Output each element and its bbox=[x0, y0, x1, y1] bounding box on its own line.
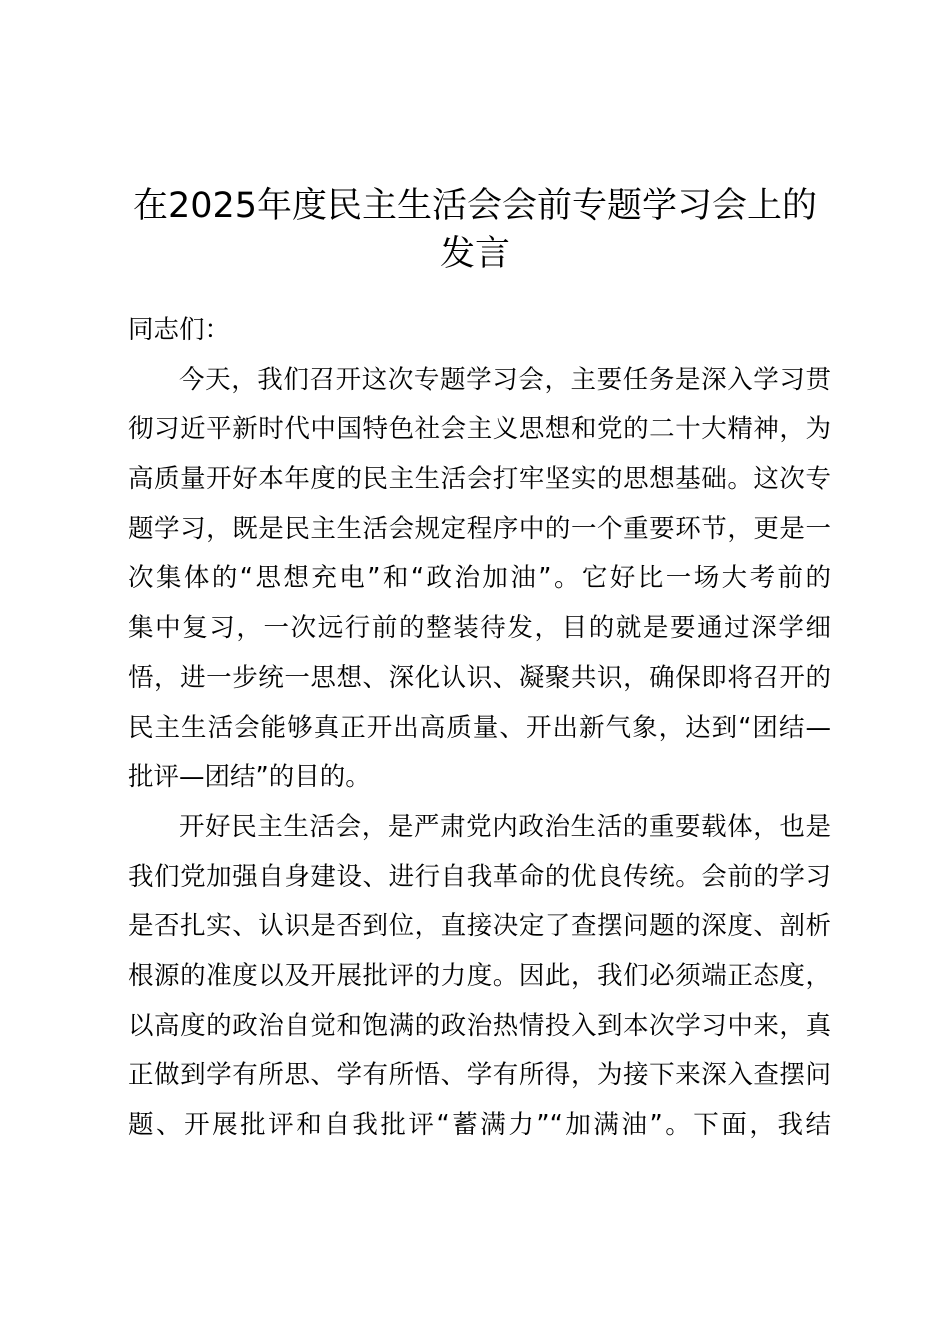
text-line: 以高度的政治自觉和饱满的政治热情投入到本次学习中来，真 bbox=[128, 1010, 831, 1041]
text-line: 悟，进一步统一思想、深化认识、凝聚共识，确保即将召开的 bbox=[128, 662, 831, 693]
document-body bbox=[128, 306, 831, 1151]
text-line: 开好民主生活会，是严肃党内政治生活的重要载体，也是 bbox=[179, 811, 831, 842]
text-line: 高质量开好本年度的民主生活会打牢坚实的思想基础。这次专 bbox=[128, 464, 831, 495]
text-line: 我们党加强自身建设、进行自我革命的优良传统。会前的学习 bbox=[128, 861, 831, 892]
salutation: 同志们： bbox=[128, 315, 231, 345]
text-line: 民主生活会能够真正开出高质量、开出新气象，达到“团结— bbox=[128, 712, 831, 743]
text-line: 是否扎实、认识是否到位，直接决定了查摆问题的深度、剖析 bbox=[128, 911, 831, 942]
text-line: 正做到学有所思、学有所悟、学有所得，为接下来深入查摆问 bbox=[128, 1060, 831, 1091]
text-line: 集中复习，一次远行前的整装待发，目的就是要通过深学细 bbox=[128, 613, 831, 644]
text-line: 今天，我们召开这次专题学习会，主要任务是深入学习贯 bbox=[179, 364, 831, 395]
title-line: 在2025年度民主生活会会前专题学习会上的 bbox=[132, 186, 818, 226]
title-line: 发言 bbox=[439, 234, 510, 274]
text-line: 次集体的“思想充电”和“政治加油”。它好比一场大考前的 bbox=[128, 563, 831, 594]
text-line: 根源的准度以及开展批评的力度。因此，我们必须端正态度， bbox=[128, 960, 831, 991]
document-title bbox=[100, 182, 850, 278]
text-line: 题、开展批评和自我批评“蓄满力”“加满油”。下面，我结 bbox=[128, 1110, 831, 1140]
paragraph-1 bbox=[128, 356, 831, 803]
text-line: 题学习，既是民主生活会规定程序中的一个重要环节，更是一 bbox=[128, 513, 831, 544]
text-line: 批评—团结”的目的。 bbox=[128, 762, 371, 793]
paragraph-2 bbox=[128, 803, 831, 1151]
text-line: 彻习近平新时代中国特色社会主义思想和党的二十大精神，为 bbox=[128, 414, 831, 445]
